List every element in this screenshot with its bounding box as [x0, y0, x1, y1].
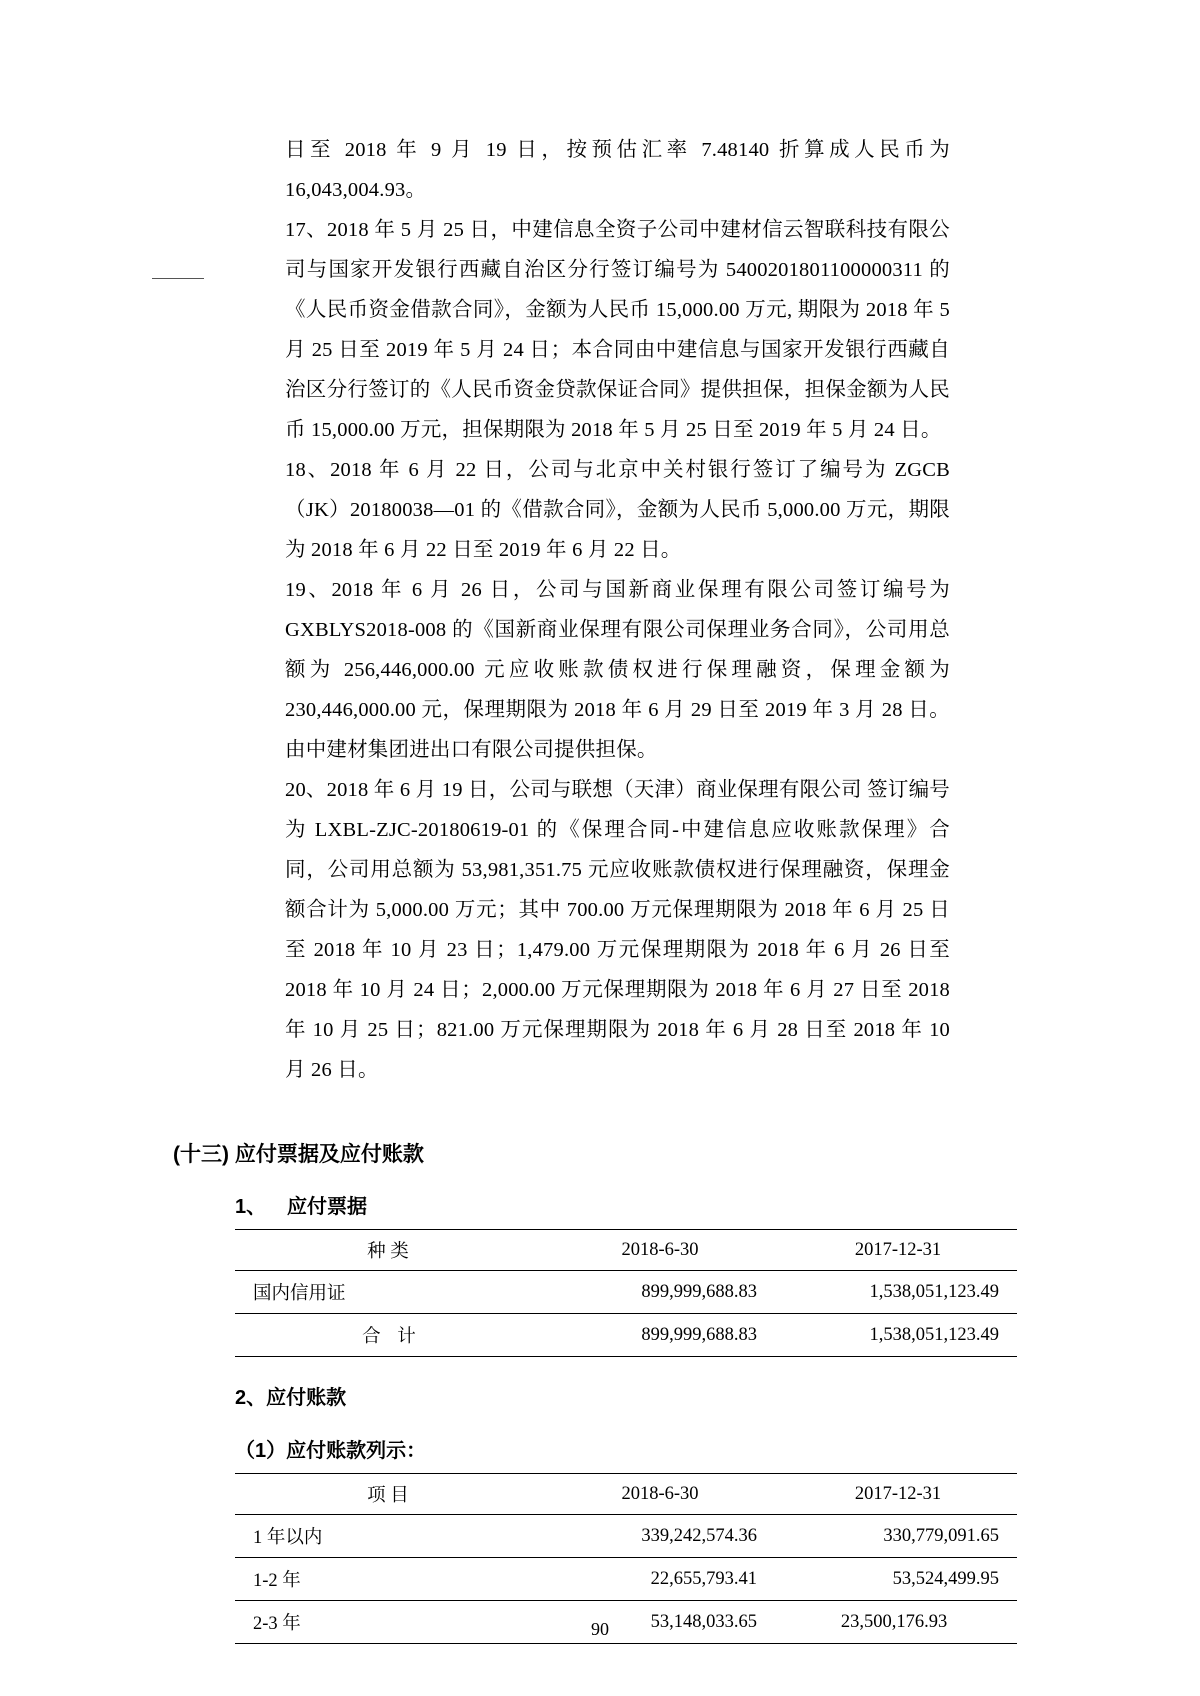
header-2018-06-30: 2018-6-30	[541, 1230, 779, 1271]
body-text	[285, 130, 950, 1090]
cell-value-prior: 23,500,176.93	[779, 1601, 1017, 1644]
cell-value-prior: 1,538,051,123.49	[779, 1271, 1017, 1314]
paragraph-item-18: 18、2018 年 6 月 22 日，公司与北京中关村银行签订了编号为 ZGCB（JK）20180038—01 的《借款合同》，金额为人民币 5,000.00 万元，期限为 2018 年 6 月 22 日至 2019 年 6 月 22 日。	[285, 459, 950, 561]
paragraph-item-20: 20、2018 年 6 月 19 日，公司与联想（天津）商业保理有限公司 签订编号为 LXBL-ZJC-20180619-01 的《保理合同-中建信息应收账款保理》合同，公司用总额为 53,981,351.75 元应收账款债权进行保理融资，保理金额合计为 5,000.00 万元；其中 700.00 万元保理期限为 2018 年 6 月 25 日至 2018 年 10 月 23 日；1,479.00 万元保理期限为 2018 年 6 月 26 日至 2018 年 10 月 24 日；2,000.00 万元保理期限为 2018 年 6 月 27 日至 2018 年 10 月 25 日；821.00 万元保理期限为 2018 年 6 月 28 日至 2018 年 10 月 26 日。	[285, 779, 950, 1081]
cell-value-current: 22,655,793.41	[541, 1558, 779, 1601]
notes-payable-table	[235, 1229, 1017, 1357]
cell-value-prior: 53,524,499.95	[779, 1558, 1017, 1601]
cell-value-current: 53,148,033.65	[541, 1601, 779, 1644]
cell-value-prior: 330,779,091.65	[779, 1515, 1017, 1558]
paragraph-continuation: 日至 2018 年 9 月 19 日，按预估汇率 7.48140 折算成人民币为 16,043,004.93。	[285, 139, 950, 201]
table-header-row	[235, 1474, 1017, 1515]
cell-value-current: 899,999,688.83	[541, 1271, 779, 1314]
cell-value-current: 339,242,574.36	[541, 1515, 779, 1558]
subsection-number-1: 1、	[235, 1196, 267, 1218]
subsection-heading-accounts-payable	[235, 1381, 950, 1410]
paragraph-item-17: 17、2018 年 5 月 25 日，中建信息全资子公司中建材信云智联科技有限公司与国家开发银行西藏自治区分行签订编号为 5400201801100000311 的《人民币资金借款合同》，金额为人民币 15,000.00 万元, 期限为 2018 年 5 月 25 日至 2019 年 5 月 24 日；本合同由中建信息与国家开发银行西藏自治区分行签订的《人民币资金贷款保证合同》提供担保，担保金额为人民币 15,000.00 万元，担保期限为 2018 年 5 月 25 日至 2019 年 5 月 24 日。	[285, 219, 950, 441]
table-header-row	[235, 1230, 1017, 1271]
section-heading: (十三) 应付票据及应付账款	[173, 1143, 424, 1166]
header-item: 项 目	[235, 1474, 541, 1515]
table-row	[235, 1515, 1017, 1558]
cell-item: 2-3 年	[235, 1601, 541, 1644]
cell-category: 合 计	[235, 1314, 541, 1357]
paragraph-item-19: 19、2018 年 6 月 26 日，公司与国新商业保理有限公司签订编号为 GXBLYS2018-008 的《国新商业保理有限公司保理业务合同》，公司用总额为 256,446,000.00 元应收账款债权进行保理融资，保理金额为 230,446,000.00 元，保理期限为 2018 年 6 月 29 日至 2019 年 3 月 28 日。由中建材集团进出口有限公司提供担保。	[285, 579, 950, 761]
header-2017-12-31: 2017-12-31	[779, 1474, 1017, 1515]
page-number: 90	[591, 1619, 609, 1639]
cell-item: 1-2 年	[235, 1558, 541, 1601]
header-category: 种 类	[235, 1230, 541, 1271]
table-row	[235, 1271, 1017, 1314]
subsection-number-2: 2、	[235, 1387, 267, 1409]
table-row-total	[235, 1314, 1017, 1357]
header-2018-06-30: 2018-6-30	[541, 1474, 779, 1515]
table-row	[235, 1558, 1017, 1601]
cell-category: 国内信用证	[235, 1271, 541, 1314]
cell-value-current: 899,999,688.83	[541, 1314, 779, 1357]
cell-value-prior: 1,538,051,123.49	[779, 1314, 1017, 1357]
sub-item-heading: （1）应付账款列示：	[235, 1440, 427, 1462]
subsection-label-2: 应付账款	[266, 1387, 347, 1409]
footnote-rule	[152, 278, 204, 279]
subsection-label-1: 应付票据	[287, 1196, 367, 1218]
cell-item: 1 年以内	[235, 1515, 541, 1558]
subsection-heading-notes-payable	[235, 1190, 950, 1219]
header-2017-12-31: 2017-12-31	[779, 1230, 1017, 1271]
